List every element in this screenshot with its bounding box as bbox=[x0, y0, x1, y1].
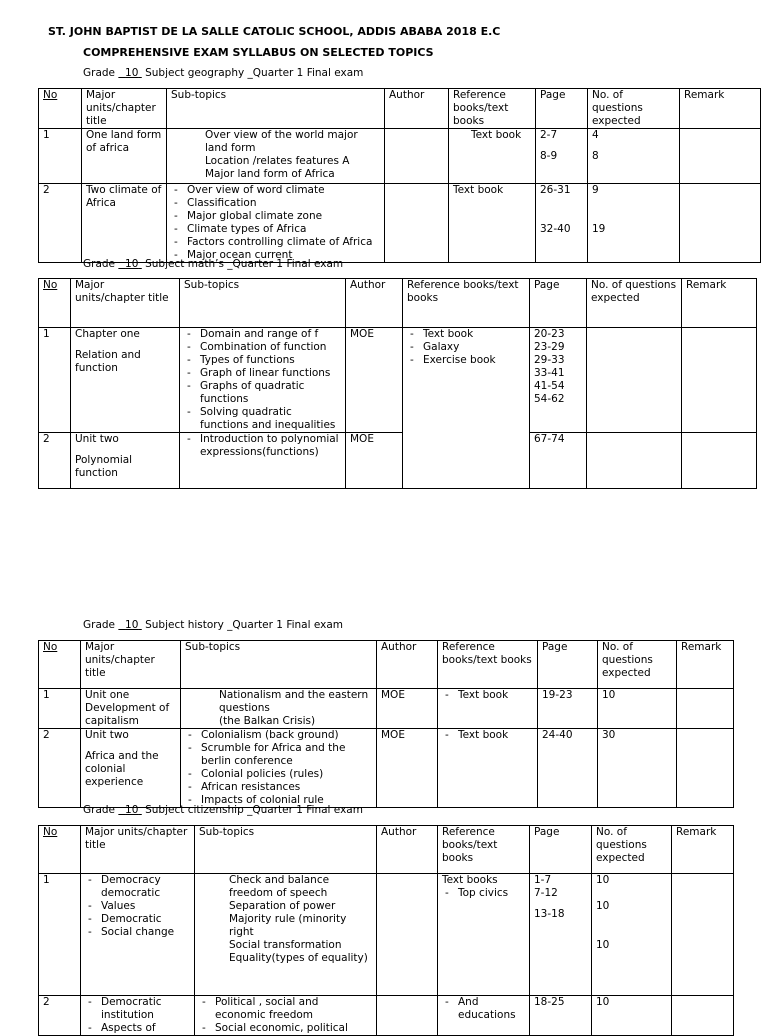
subtopic: Social transformation bbox=[229, 939, 342, 951]
col-reference: Reference books/text books bbox=[449, 89, 536, 129]
table-row bbox=[39, 996, 734, 1036]
col-subtopics: Sub-topics bbox=[181, 641, 377, 689]
row-reference: Text book bbox=[449, 184, 536, 263]
row-remark bbox=[677, 729, 734, 808]
geography-table bbox=[38, 88, 761, 263]
subtopic: - Classification bbox=[171, 197, 380, 210]
row-no: 2 bbox=[39, 996, 81, 1036]
question-count: 10 bbox=[596, 874, 610, 886]
question-count: 10 bbox=[596, 939, 610, 951]
table-row bbox=[39, 184, 761, 263]
row-subtopics bbox=[180, 433, 346, 489]
reference-item: Text books bbox=[442, 874, 498, 886]
row-remark bbox=[682, 433, 757, 489]
subtopic: freedom of speech bbox=[229, 887, 328, 899]
row-subtopics bbox=[181, 689, 377, 729]
col-author: Author bbox=[377, 641, 438, 689]
row-subtopics bbox=[181, 729, 377, 808]
row-questions bbox=[588, 129, 680, 184]
row-no: 2 bbox=[39, 729, 81, 808]
col-questions: No. of questions expected bbox=[588, 89, 680, 129]
col-reference: Reference books/text books bbox=[438, 641, 538, 689]
major-line: - Values bbox=[85, 900, 190, 913]
col-major: Major units/chapter title bbox=[81, 826, 195, 874]
page-range: 13-18 bbox=[534, 908, 565, 920]
row-author: MOE bbox=[346, 328, 403, 433]
major-line: Relation and function bbox=[75, 349, 141, 374]
col-no: No bbox=[39, 279, 71, 328]
row-major: Unit one Development of capitalism bbox=[81, 689, 181, 729]
col-no: No bbox=[39, 826, 81, 874]
question-count: 4 bbox=[592, 129, 599, 141]
row-no: 1 bbox=[39, 874, 81, 996]
row-major bbox=[81, 996, 195, 1036]
major-line: Unit two bbox=[85, 729, 129, 741]
col-subtopics: Sub-topics bbox=[180, 279, 346, 328]
subtopic: Location /relates features A bbox=[205, 155, 350, 167]
page-range: 7-12 bbox=[534, 887, 558, 899]
col-questions: No. of questions expected bbox=[587, 279, 682, 328]
row-questions bbox=[587, 433, 682, 489]
table-header-row bbox=[39, 279, 757, 328]
row-questions: 30 bbox=[598, 729, 677, 808]
col-subtopics: Sub-topics bbox=[195, 826, 377, 874]
row-remark bbox=[680, 129, 761, 184]
subtopic: Equality(types of equality) bbox=[229, 952, 368, 964]
row-remark bbox=[677, 689, 734, 729]
subtopic: - Factors controlling climate of Africa bbox=[171, 236, 380, 249]
row-remark bbox=[672, 874, 734, 996]
reference-item: - Text book bbox=[442, 729, 533, 742]
col-page: Page bbox=[530, 279, 587, 328]
row-author bbox=[377, 996, 438, 1036]
page-range: 32-40 bbox=[540, 223, 571, 235]
citizenship-table bbox=[38, 825, 734, 1036]
reference-item: - Text book bbox=[407, 328, 525, 341]
major-line: - Aspects of bbox=[85, 1022, 190, 1035]
row-reference bbox=[438, 689, 538, 729]
row-questions bbox=[592, 874, 672, 996]
major-line: - Democracy democratic bbox=[85, 874, 190, 900]
row-questions bbox=[587, 328, 682, 433]
col-major: Major units/chapter title bbox=[71, 279, 180, 328]
col-author: Author bbox=[377, 826, 438, 874]
reference-item: - And educations bbox=[442, 996, 525, 1022]
reference-item: - Text book bbox=[442, 689, 533, 702]
col-questions: No. of questions expected bbox=[592, 826, 672, 874]
subtopic: - African resistances bbox=[185, 781, 372, 794]
row-questions: 10 bbox=[592, 996, 672, 1036]
exam-syllabus-title: COMPREHENSIVE EXAM SYLLABUS ON SELECTED TOPICS bbox=[83, 46, 434, 59]
major-line: - Democratic institution bbox=[85, 996, 190, 1022]
table-header-row bbox=[39, 89, 761, 129]
row-reference bbox=[403, 328, 530, 489]
col-page: Page bbox=[536, 89, 588, 129]
page-range: 26-31 bbox=[540, 184, 571, 196]
reference-item: - Exercise book bbox=[407, 354, 525, 367]
subtopic: - Introduction to polynomial expressions(functions) bbox=[184, 433, 341, 459]
table-row bbox=[39, 874, 734, 996]
col-no: No bbox=[39, 89, 82, 129]
subtopic: - Major ocean current bbox=[171, 249, 380, 262]
row-remark bbox=[680, 184, 761, 263]
reference-item: - Top civics bbox=[442, 887, 525, 900]
table-row bbox=[39, 729, 734, 808]
row-no: 2 bbox=[39, 433, 71, 489]
subtopic: - Graphs of quadratic functions bbox=[184, 380, 341, 406]
row-pages bbox=[536, 184, 588, 263]
row-questions bbox=[588, 184, 680, 263]
math-table bbox=[38, 278, 757, 489]
row-pages: 67-74 bbox=[530, 433, 587, 489]
table-row bbox=[39, 129, 761, 184]
subtopic: - Scrumble for Africa and the berlin conference bbox=[185, 742, 372, 768]
history-table bbox=[38, 640, 734, 808]
subtopic: Nationalism and the eastern questions bbox=[219, 689, 369, 714]
row-pages: 24-40 bbox=[538, 729, 598, 808]
col-major: Major units/chapter title bbox=[82, 89, 167, 129]
major-line: Unit two bbox=[75, 433, 119, 445]
col-remark: Remark bbox=[680, 89, 761, 129]
major-line: Africa and the colonial experience bbox=[85, 750, 159, 788]
page-range: 1-7 bbox=[534, 874, 552, 886]
citizenship-grade-line: Grade 10 Subject citizenship _Quarter 1 Final exam bbox=[83, 804, 363, 816]
row-reference bbox=[438, 996, 530, 1036]
row-questions: 10 bbox=[598, 689, 677, 729]
row-major: Two climate of Africa bbox=[82, 184, 167, 263]
page-range: 41-54 bbox=[534, 380, 565, 392]
math-grade-line: Grade 10 Subject math’s _Quarter 1 Final exam bbox=[83, 258, 344, 270]
col-no: No bbox=[39, 641, 81, 689]
table-row bbox=[39, 689, 734, 729]
table-header-row bbox=[39, 826, 734, 874]
subtopic: - Combination of function bbox=[184, 341, 341, 354]
row-pages bbox=[536, 129, 588, 184]
geography-grade-line: Grade 10 Subject geography _Quarter 1 Final exam bbox=[83, 67, 364, 79]
col-major: Major units/chapter title bbox=[81, 641, 181, 689]
row-author: MOE bbox=[377, 729, 438, 808]
row-author: MOE bbox=[377, 689, 438, 729]
row-subtopics bbox=[195, 874, 377, 996]
subtopic: Major land form of Africa bbox=[205, 168, 335, 180]
subtopic: Separation of power bbox=[229, 900, 336, 912]
question-count: 19 bbox=[592, 223, 606, 235]
subtopic: - Over view of word climate bbox=[171, 184, 380, 197]
table-header-row bbox=[39, 641, 734, 689]
reference-item: - Galaxy bbox=[407, 341, 525, 354]
subtopic: Check and balance bbox=[229, 874, 330, 886]
row-pages bbox=[530, 874, 592, 996]
col-page: Page bbox=[538, 641, 598, 689]
subtopic: Majority rule (minority right bbox=[229, 913, 347, 938]
subtopic: Over view of the world major land form bbox=[205, 129, 358, 154]
row-major bbox=[71, 328, 180, 433]
page-range: 8-9 bbox=[540, 150, 558, 162]
row-no: 2 bbox=[39, 184, 82, 263]
row-remark bbox=[672, 996, 734, 1036]
row-author: MOE bbox=[346, 433, 403, 489]
page-range: 2-7 bbox=[540, 129, 558, 141]
row-no: 1 bbox=[39, 129, 82, 184]
subtopic: - Types of functions bbox=[184, 354, 341, 367]
row-reference bbox=[438, 729, 538, 808]
major-line: - Democratic bbox=[85, 913, 190, 926]
row-pages: 19-23 bbox=[538, 689, 598, 729]
col-reference: Reference books/text books bbox=[403, 279, 530, 328]
row-pages bbox=[530, 328, 587, 433]
row-major bbox=[81, 729, 181, 808]
question-count: 10 bbox=[596, 900, 610, 912]
table-row bbox=[39, 433, 757, 489]
row-reference: Text book bbox=[449, 129, 536, 184]
col-remark: Remark bbox=[677, 641, 734, 689]
col-page: Page bbox=[530, 826, 592, 874]
subtopic: - Social economic, political bbox=[199, 1022, 372, 1035]
subtopic: - Political , social and economic freedom bbox=[199, 996, 372, 1022]
row-author bbox=[385, 129, 449, 184]
school-title: ST. JOHN BAPTIST DE LA SALLE CATOLIC SCHOOL, ADDIS ABABA 2018 E.C bbox=[48, 25, 501, 38]
subtopic: - Colonial policies (rules) bbox=[185, 768, 372, 781]
subtopic: - Major global climate zone bbox=[171, 210, 380, 223]
col-author: Author bbox=[385, 89, 449, 129]
subtopic: - Solving quadratic functions and inequalities bbox=[184, 406, 341, 432]
major-line: Polynomial function bbox=[75, 454, 133, 479]
page-range: 20-23 bbox=[534, 328, 565, 340]
row-author bbox=[385, 184, 449, 263]
question-count: 8 bbox=[592, 150, 599, 162]
subtopic: - Graph of linear functions bbox=[184, 367, 341, 380]
page-range: 33-41 bbox=[534, 367, 565, 379]
row-subtopics bbox=[167, 184, 385, 263]
subtopic: - Impacts of colonial rule bbox=[185, 794, 372, 807]
row-major: One land form of africa bbox=[82, 129, 167, 184]
subtopic: - Domain and range of f bbox=[184, 328, 341, 341]
row-major bbox=[81, 874, 195, 996]
col-remark: Remark bbox=[672, 826, 734, 874]
row-subtopics bbox=[195, 996, 377, 1036]
row-subtopics bbox=[167, 129, 385, 184]
row-subtopics bbox=[180, 328, 346, 433]
major-line: Chapter one bbox=[75, 328, 140, 340]
row-no: 1 bbox=[39, 689, 81, 729]
row-reference bbox=[438, 874, 530, 996]
col-author: Author bbox=[346, 279, 403, 328]
col-remark: Remark bbox=[682, 279, 757, 328]
page-range: 23-29 bbox=[534, 341, 565, 353]
subtopic: (the Balkan Crisis) bbox=[219, 715, 316, 727]
row-remark bbox=[682, 328, 757, 433]
major-line: - Social change bbox=[85, 926, 190, 939]
col-subtopics: Sub-topics bbox=[167, 89, 385, 129]
row-pages: 18-25 bbox=[530, 996, 592, 1036]
page-range: 54-62 bbox=[534, 393, 565, 405]
table-row bbox=[39, 328, 757, 433]
col-questions: No. of questions expected bbox=[598, 641, 677, 689]
page-range: 29-33 bbox=[534, 354, 565, 366]
question-count: 9 bbox=[592, 184, 599, 196]
subtopic: - Colonialism (back ground) bbox=[185, 729, 372, 742]
subtopic: - Climate types of Africa bbox=[171, 223, 380, 236]
col-reference: Reference books/text books bbox=[438, 826, 530, 874]
row-no: 1 bbox=[39, 328, 71, 433]
history-grade-line: Grade 10 Subject history _Quarter 1 Final exam bbox=[83, 619, 344, 631]
row-major bbox=[71, 433, 180, 489]
row-author bbox=[377, 874, 438, 996]
